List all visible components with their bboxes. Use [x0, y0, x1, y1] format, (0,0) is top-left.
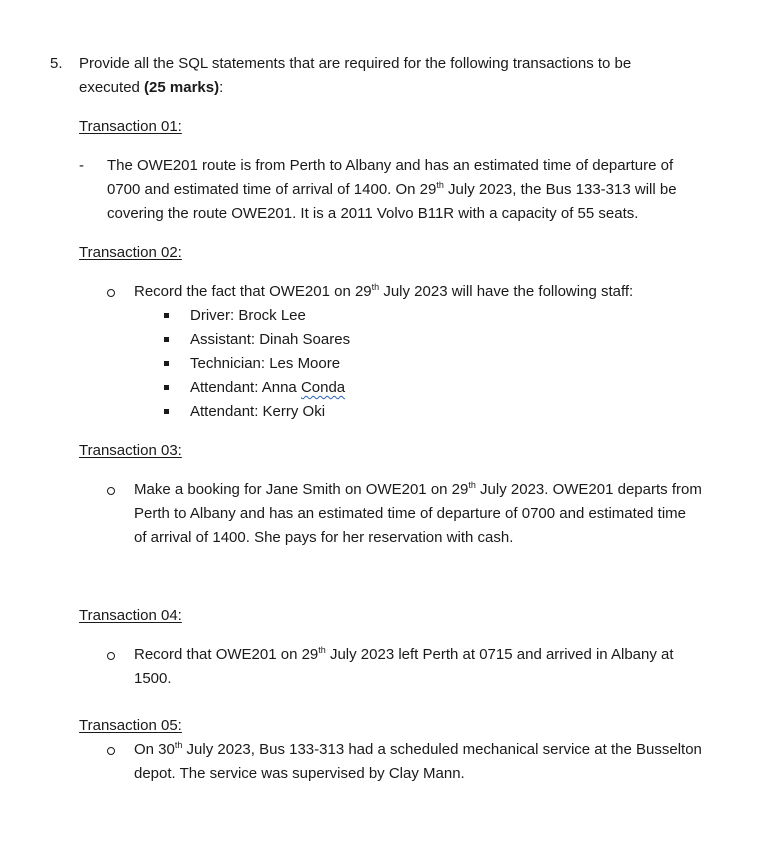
- circle-bullet-icon: [107, 487, 115, 495]
- square-bullet-icon: [164, 361, 169, 366]
- transaction-03-heading: Transaction 03:: [79, 442, 182, 459]
- transaction-05-heading: Transaction 05:: [79, 717, 182, 734]
- square-bullet-icon: [164, 409, 169, 414]
- transaction-03-line-2: Perth to Albany and has an estimated time of departure of 0700 and estimated time: [134, 505, 687, 522]
- marks-label: (25 marks): [144, 79, 220, 96]
- staff-item: Attendant: Anna Conda: [190, 379, 346, 396]
- transaction-04-line-2: 1500.: [134, 670, 172, 687]
- square-bullet-icon: [164, 313, 169, 318]
- staff-item: Technician: Les Moore: [190, 355, 341, 372]
- transaction-01-line-2: 0700 and estimated time of arrival of 1400. On 29th July 2023, the Bus 133-313 will be: [107, 180, 677, 198]
- staff-item: Attendant: Kerry Oki: [190, 403, 326, 420]
- question-line-2: executed (25 marks):: [79, 79, 224, 96]
- transaction-04-heading: Transaction 04:: [79, 607, 182, 624]
- transaction-05-line-1: On 30th July 2023, Bus 133-313 had a scheduled mechanical service at the Busselton: [134, 740, 702, 758]
- spellcheck-underline[interactable]: Conda: [300, 379, 346, 396]
- transaction-04-line-1: Record that OWE201 on 29th July 2023 left Perth at 0715 and arrived in Albany at: [134, 645, 674, 663]
- staff-item: Assistant: Dinah Soares: [190, 331, 351, 348]
- transaction-05-line-2: depot. The service was supervised by Clay Mann.: [134, 765, 465, 782]
- transaction-01-line-3: covering the route OWE201. It is a 2011 Volvo B11R with a capacity of 55 seats.: [107, 205, 639, 222]
- square-bullet-icon: [164, 385, 169, 390]
- square-bullet-icon: [164, 337, 169, 342]
- staff-item: Driver: Brock Lee: [190, 307, 306, 324]
- question-number: 5.: [50, 55, 63, 72]
- transaction-01-dash: -: [79, 157, 84, 174]
- transaction-01-line-1: The OWE201 route is from Perth to Albany and has an estimated time of departure of: [107, 157, 674, 174]
- question-line-1: Provide all the SQL statements that are required for the following transactions to be: [79, 55, 632, 72]
- circle-bullet-icon: [107, 652, 115, 660]
- transaction-03-line-1: Make a booking for Jane Smith on OWE201 on 29th July 2023. OWE201 departs from: [134, 480, 702, 498]
- circle-bullet-icon: [107, 747, 115, 755]
- transaction-02-intro: Record the fact that OWE201 on 29th July 2023 will have the following staff:: [134, 282, 634, 300]
- transaction-02-heading: Transaction 02:: [79, 244, 182, 261]
- circle-bullet-icon: [107, 289, 115, 297]
- transaction-03-line-3: of arrival of 1400. She pays for her reservation with cash.: [134, 529, 514, 546]
- transaction-01-heading: Transaction 01:: [79, 118, 182, 135]
